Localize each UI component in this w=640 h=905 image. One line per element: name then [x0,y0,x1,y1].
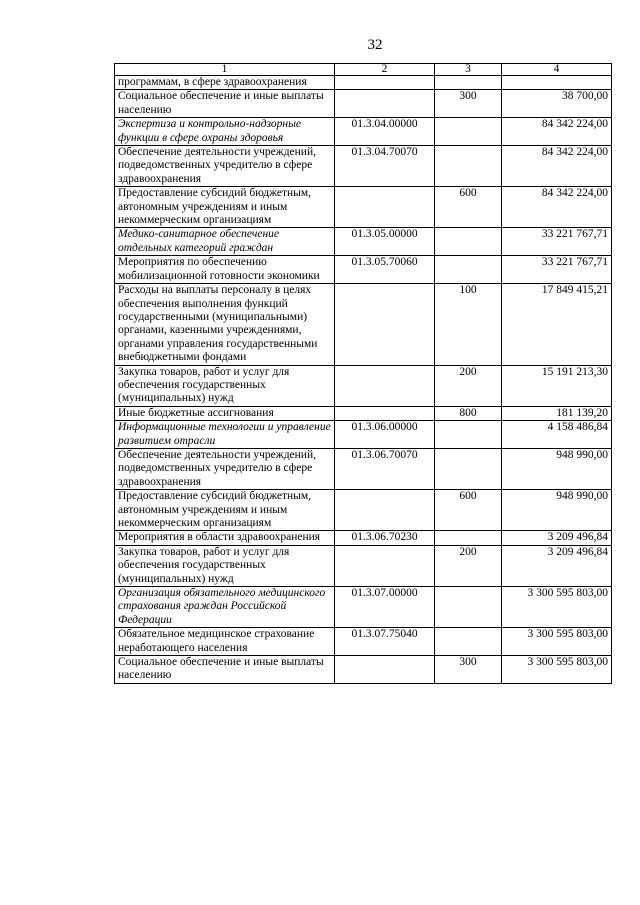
row-expense-type-cell [435,228,502,256]
table-body [115,76,612,684]
row-amount-cell: 17 849 415,21 [502,284,612,365]
row-expense-type-cell [435,587,502,628]
row-amount-cell: 84 342 224,00 [502,118,612,146]
row-expense-type-cell: 600 [435,187,502,228]
table-row [115,284,612,365]
table-row [115,76,612,90]
row-name-cell: Предоставление субсидий бюджетным, автономным учреждениям и иным некоммерческим организациям [115,187,335,228]
row-name-cell: Организация обязательного медицинского страхования граждан Российской Федерации [115,587,335,628]
row-expense-type-cell [435,146,502,187]
table-row [115,256,612,284]
table-row [115,448,612,489]
row-code-cell: 01.3.06.70230 [335,531,435,545]
row-name-cell: Закупка товаров, работ и услуг для обеспечения государственных (муниципальных) нужд [115,545,335,586]
header-row [115,64,612,76]
row-amount-cell: 15 191 213,30 [502,365,612,406]
table-row [115,365,612,406]
row-code-cell: 01.3.06.70070 [335,448,435,489]
row-name-cell: Закупка товаров, работ и услуг для обеспечения государственных (муниципальных) нужд [115,365,335,406]
row-code-cell [335,76,435,90]
row-name-cell: Обязательное медицинское страхование неработающего населения [115,628,335,656]
row-code-cell: 01.3.05.70060 [335,256,435,284]
row-expense-type-cell [435,628,502,656]
row-expense-type-cell [435,531,502,545]
column-header-2: 2 [335,64,435,76]
table-row [115,628,612,656]
row-name-cell: Мероприятия по обеспечению мобилизационной готовности экономики [115,256,335,284]
table-row [115,421,612,449]
row-expense-type-cell: 800 [435,406,502,420]
row-code-cell [335,187,435,228]
table-header [115,64,612,76]
row-name-cell: Социальное обеспечение и иные выплаты населению [115,656,335,684]
row-amount-cell: 84 342 224,00 [502,187,612,228]
row-expense-type-cell [435,76,502,90]
budget-table [114,63,612,684]
row-name-cell: Предоставление субсидий бюджетным, автономным учреждениям и иным некоммерческим организациям [115,490,335,531]
row-code-cell [335,656,435,684]
row-amount-cell: 3 300 595 803,00 [502,656,612,684]
row-name-cell: Информационные технологии и управление развитием отрасли [115,421,335,449]
row-amount-cell: 3 300 595 803,00 [502,587,612,628]
row-code-cell [335,545,435,586]
row-code-cell: 01.3.06.00000 [335,421,435,449]
row-expense-type-cell: 600 [435,490,502,531]
row-expense-type-cell: 300 [435,90,502,118]
row-amount-cell: 4 158 486,84 [502,421,612,449]
row-name-cell: Экспертиза и контрольно-надзорные функции в сфере охраны здоровья [115,118,335,146]
table-row [115,545,612,586]
row-code-cell: 01.3.04.00000 [335,118,435,146]
row-code-cell: 01.3.04.70070 [335,146,435,187]
column-header-1: 1 [115,64,335,76]
row-name-cell: Обеспечение деятельности учреждений, подведомственных учредителю в сфере здравоохранения [115,146,335,187]
table-row [115,146,612,187]
row-name-cell: Расходы на выплаты персоналу в целях обеспечения выполнения функций государственными (муниципальными) органами, казенными учреждениями, органами управления государственными внебюджетными фондами [115,284,335,365]
table-row [115,187,612,228]
row-code-cell [335,406,435,420]
row-expense-type-cell: 300 [435,656,502,684]
row-expense-type-cell [435,448,502,489]
row-expense-type-cell [435,256,502,284]
row-code-cell: 01.3.07.75040 [335,628,435,656]
table-row [115,656,612,684]
row-name-cell: Социальное обеспечение и иные выплаты населению [115,90,335,118]
row-code-cell: 01.3.07.00000 [335,587,435,628]
row-amount-cell [502,76,612,90]
row-code-cell: 01.3.05.00000 [335,228,435,256]
row-expense-type-cell [435,118,502,146]
row-amount-cell: 84 342 224,00 [502,146,612,187]
row-amount-cell: 38 700,00 [502,90,612,118]
row-name-cell: Иные бюджетные ассигнования [115,406,335,420]
table-row [115,228,612,256]
row-amount-cell: 3 300 595 803,00 [502,628,612,656]
table-row [115,90,612,118]
row-amount-cell: 181 139,20 [502,406,612,420]
row-amount-cell: 948 990,00 [502,490,612,531]
row-code-cell [335,90,435,118]
row-amount-cell: 33 221 767,71 [502,228,612,256]
row-amount-cell: 33 221 767,71 [502,256,612,284]
row-expense-type-cell [435,421,502,449]
table-row [115,406,612,420]
table-row [115,587,612,628]
table-row [115,531,612,545]
row-amount-cell: 3 209 496,84 [502,545,612,586]
page-number: 32 [367,37,383,53]
row-code-cell [335,490,435,531]
row-name-cell: программам, в сфере здравоохранения [115,76,335,90]
table-row [115,118,612,146]
row-amount-cell: 3 209 496,84 [502,531,612,545]
row-expense-type-cell: 200 [435,545,502,586]
column-header-4: 4 [502,64,612,76]
row-code-cell [335,284,435,365]
row-name-cell: Обеспечение деятельности учреждений, подведомственных учредителю в сфере здравоохранения [115,448,335,489]
row-amount-cell: 948 990,00 [502,448,612,489]
column-header-3: 3 [435,64,502,76]
table-row [115,490,612,531]
row-name-cell: Медико-санитарное обеспечение отдельных категорий граждан [115,228,335,256]
row-expense-type-cell: 200 [435,365,502,406]
row-name-cell: Мероприятия в области здравоохранения [115,531,335,545]
row-code-cell [335,365,435,406]
row-expense-type-cell: 100 [435,284,502,365]
